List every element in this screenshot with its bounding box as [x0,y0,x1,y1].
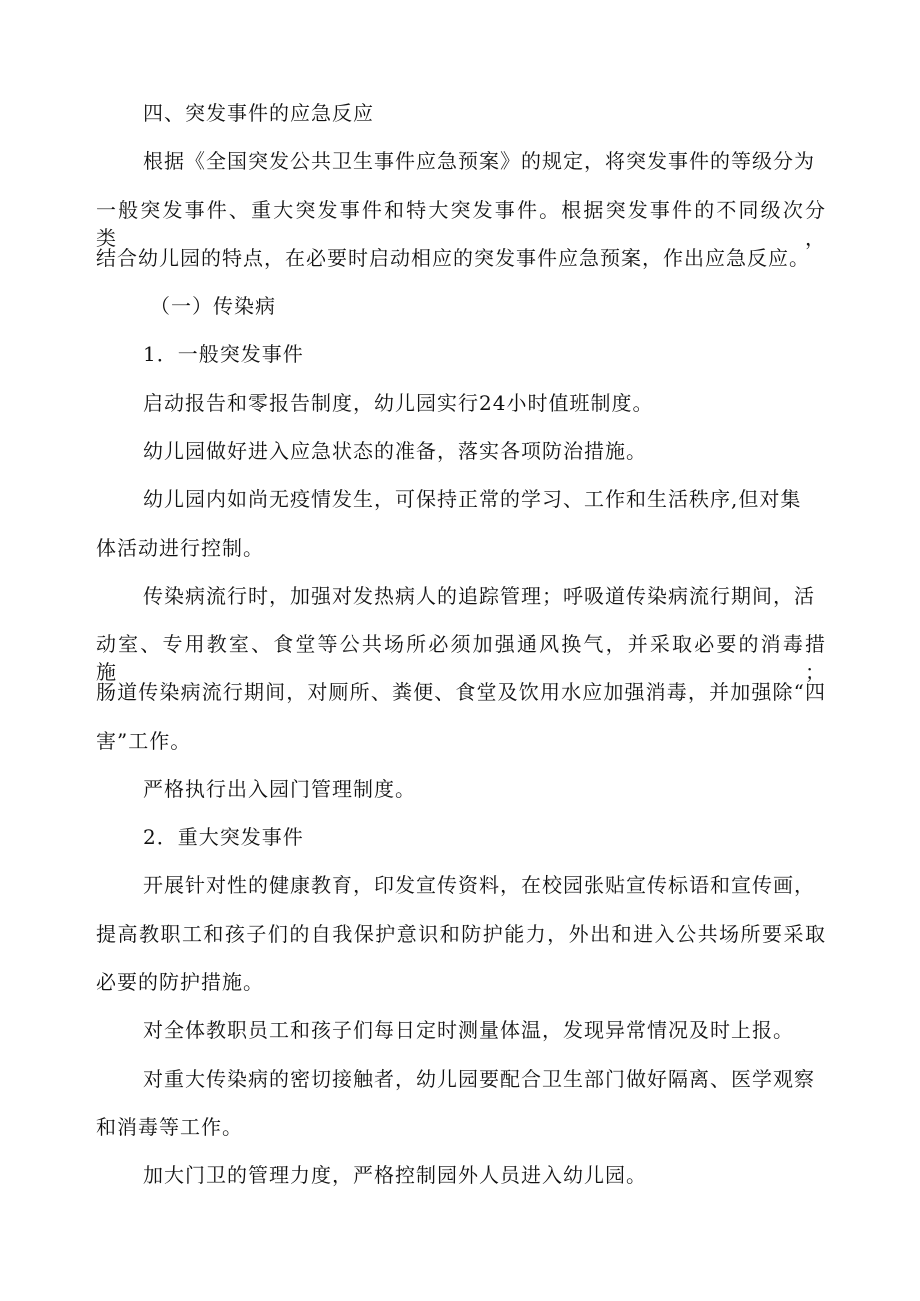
paragraph-line: 结合幼儿园的特点，在必要时启动相应的突发事件应急预案，作出应急反应。 [96,246,810,270]
paragraph-line: 加大门卫的管理力度，严格控制园外人员进入幼儿园。 [143,1163,647,1187]
paragraph-line: 和消毒等工作。 [96,1115,243,1139]
subsection-heading: 2．重大突发事件 [143,825,304,849]
paragraph-line: 幼儿园内如尚无疫情发生，可保持正常的学习、工作和生活秩序,但对集 [143,487,802,511]
paragraph-line: 体活动进行控制。 [96,536,264,560]
section-heading: 四、突发事件的应急反应 [143,101,374,125]
paragraph-line: 一般突发事件、重大突发事件和特大突发事件。根据突发事件的不同级次分类， [96,198,826,250]
paragraph-line: 开展针对性的健康教育，印发宣传资料，在校园张贴宣传标语和宣传画， [143,873,815,897]
paragraph-line: 启动报告和零报告制度，幼儿园实行24小时值班制度。 [143,391,654,415]
paragraph-line: 害”工作。 [96,729,192,753]
paragraph-line: 根据《全国突发公共卫生事件应急预案》的规定，将突发事件的等级分为 [143,149,815,173]
paragraph-line: 提高教职工和孩子们的自我保护意识和防护能力，外出和进入公共场所要采取 [96,922,826,946]
paragraph-line: 肠道传染病流行期间，对厕所、粪便、食堂及饮用水应加强消毒，并加强除“四 [96,680,826,704]
paragraph-line: 对重大传染病的密切接触者，幼儿园要配合卫生部门做好隔离、医学观察 [143,1067,815,1091]
paragraph-line: 必要的防护措施。 [96,970,264,994]
paragraph-line: 传染病流行时，加强对发热病人的追踪管理；呼吸道传染病流行期间，活 [143,584,815,608]
paragraph-line: 对全体教职员工和孩子们每日定时测量体温，发现异常情况及时上报。 [143,1018,794,1042]
paragraph-line: 严格执行出入园门管理制度。 [143,777,416,801]
paragraph-line: 动室、专用教室、食堂等公共场所必须加强通风换气，并采取必要的消毒措施； [96,632,826,684]
subsection-heading: 1．一般突发事件 [143,342,304,366]
subsection-heading: （一）传染病 [150,294,276,318]
paragraph-line: 幼儿园做好进入应急状态的准备，落实各项防治措施。 [143,439,647,463]
